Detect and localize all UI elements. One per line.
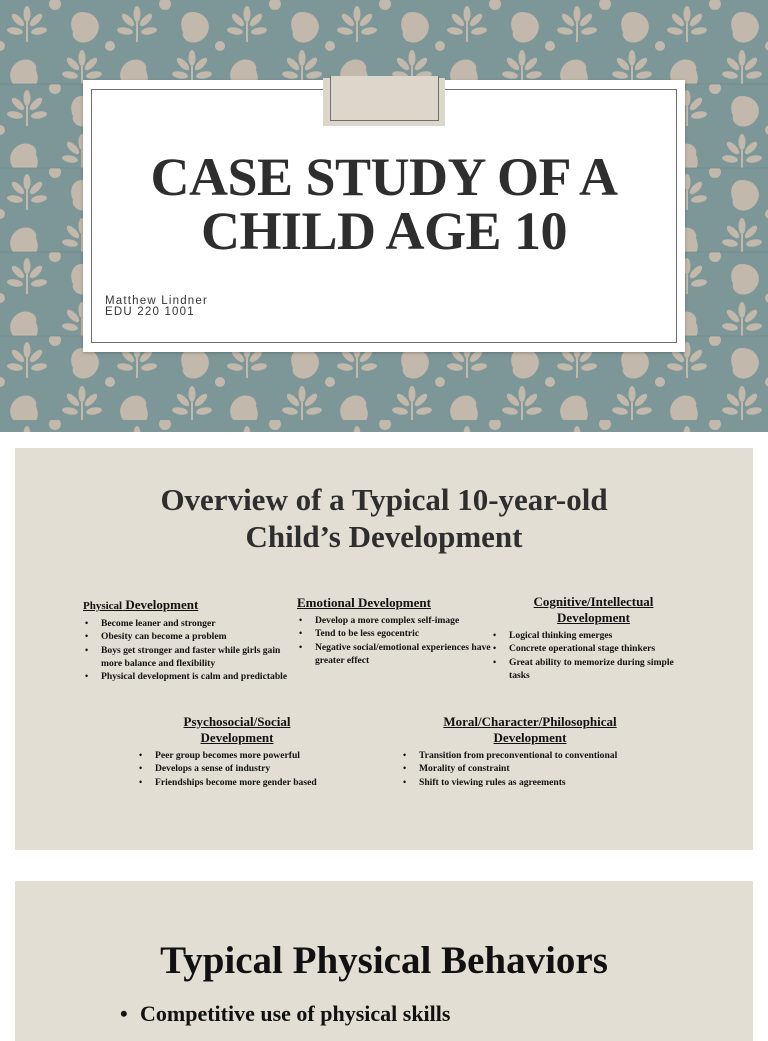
psychosocial-list [137, 749, 327, 789]
list-item: • Logical thinking emerges [509, 629, 691, 642]
list-item: • Physical development is calm and predictable [101, 670, 288, 683]
overview-title-line-2: Child’s Development [245, 519, 523, 554]
behavior-bullet-text: Competitive use of physical skills [140, 1001, 451, 1026]
card-tab [330, 76, 439, 121]
overview-slide [15, 448, 753, 850]
physical-heading [83, 597, 288, 614]
moral-development-section [401, 714, 671, 789]
title-line-2: CHILD AGE 10 [200, 201, 568, 261]
moral-list [401, 749, 671, 789]
physical-development-section [83, 597, 288, 683]
cognitive-heading [491, 594, 696, 626]
overview-title-line-1: Overview of a Typical 10-year-old [160, 482, 608, 517]
psychosocial-heading [137, 714, 337, 746]
list-item: • Develops a sense of industry [155, 762, 327, 775]
list-item: • Peer group becomes more powerful [155, 749, 327, 762]
bullet-dot: • [120, 1001, 128, 1026]
list-item: • Morality of constraint [419, 762, 671, 775]
byline [105, 296, 208, 318]
emotional-heading: Emotional Development [297, 595, 431, 610]
cognitive-heading-line-2: Development [557, 610, 630, 625]
author-name: Matthew Lindner [105, 295, 209, 307]
presentation-title [103, 147, 665, 261]
psychosocial-heading-line-1: Psychosocial/Social [183, 714, 291, 729]
cognitive-list [491, 629, 691, 682]
title-line-1: CASE STUDY OF A [150, 147, 618, 207]
physical-list [83, 617, 288, 683]
list-item: • Friendships become more gender based [155, 776, 327, 789]
list-item: • Obesity can become a problem [101, 630, 288, 643]
moral-heading-line-2: Development [493, 730, 567, 745]
list-item: • Tend to be less egocentric [315, 627, 497, 640]
psychosocial-development-section [137, 714, 327, 789]
cognitive-heading-line-1: Cognitive/Intellectual [533, 594, 654, 609]
list-item: • Develop a more complex self-image [315, 614, 497, 627]
psychosocial-heading-line-2: Development [200, 730, 274, 745]
list-item: • Become leaner and stronger [101, 617, 288, 630]
moral-heading [401, 714, 659, 746]
cognitive-development-section [491, 594, 691, 682]
list-item: • Concrete operational stage thinkers [509, 642, 691, 655]
emotional-list [297, 614, 497, 667]
title-card [83, 80, 685, 352]
course-code: EDU 220 1001 [105, 306, 195, 318]
physical-heading-rest: Development [122, 597, 199, 612]
emotional-development-section [297, 595, 497, 667]
moral-heading-line-1: Moral/Character/Philosophical [443, 714, 617, 729]
physical-heading-prefix: Physical [83, 600, 123, 612]
list-item: • Shift to viewing rules as agreements [419, 776, 671, 789]
list-item: • Negative social/emotional experiences have greater effect [315, 641, 497, 668]
list-item: • Boys get stronger and faster while girls gain more balance and flexibility [101, 644, 288, 671]
physical-behaviors-title: Typical Physical Behaviors [160, 939, 608, 982]
physical-behaviors-slide [15, 881, 753, 1041]
title-slide [0, 0, 768, 432]
behavior-bullet [120, 1001, 450, 1027]
overview-title [15, 481, 753, 555]
list-item: • Transition from preconventional to conventional [419, 749, 671, 762]
list-item: • Great ability to memorize during simple tasks [509, 656, 691, 683]
